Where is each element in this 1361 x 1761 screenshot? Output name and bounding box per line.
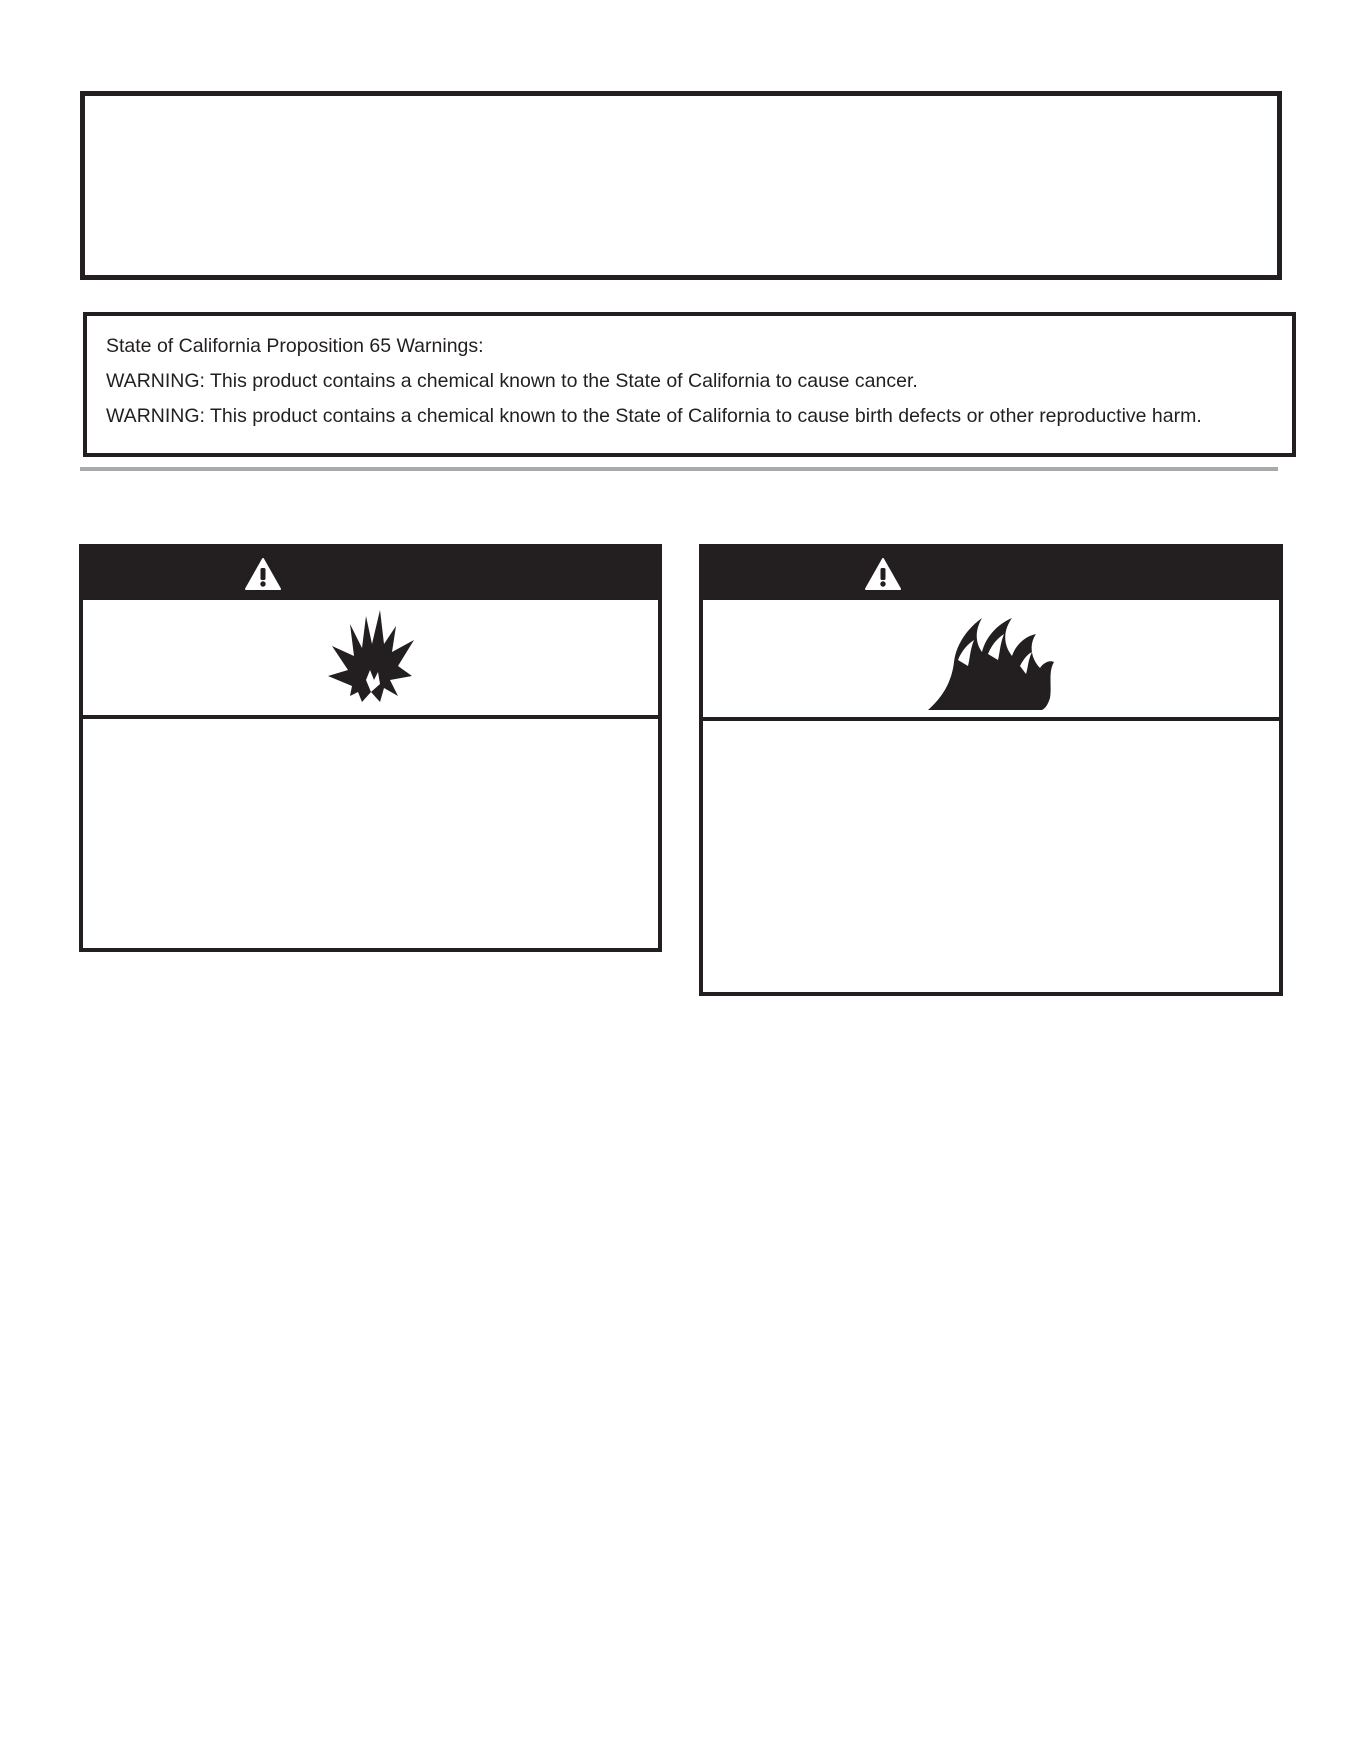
section-divider xyxy=(80,467,1278,471)
prop65-reproductive-warning: WARNING: This product contains a chemical known to the State of California to cause birth defects or other reproductive harm. xyxy=(106,405,1202,427)
warning-header-bar xyxy=(83,548,658,600)
alert-triangle-icon xyxy=(864,557,902,591)
hazard-symbol-area xyxy=(703,600,1279,721)
explosion-hazard-panel xyxy=(79,544,662,952)
prop65-cancer-warning: WARNING: This product contains a chemical known to the State of California to cause cancer. xyxy=(106,370,918,392)
prop65-warning-box xyxy=(83,312,1296,457)
prop65-heading: State of California Proposition 65 Warnings: xyxy=(106,335,484,357)
warning-header-bar xyxy=(703,548,1279,600)
fire-hazard-panel xyxy=(699,544,1283,996)
alert-triangle-icon xyxy=(244,557,282,591)
fire-icon xyxy=(928,610,1054,710)
hazard-symbol-area xyxy=(83,600,658,719)
explosion-icon xyxy=(326,610,416,702)
top-notice-box xyxy=(80,91,1282,280)
